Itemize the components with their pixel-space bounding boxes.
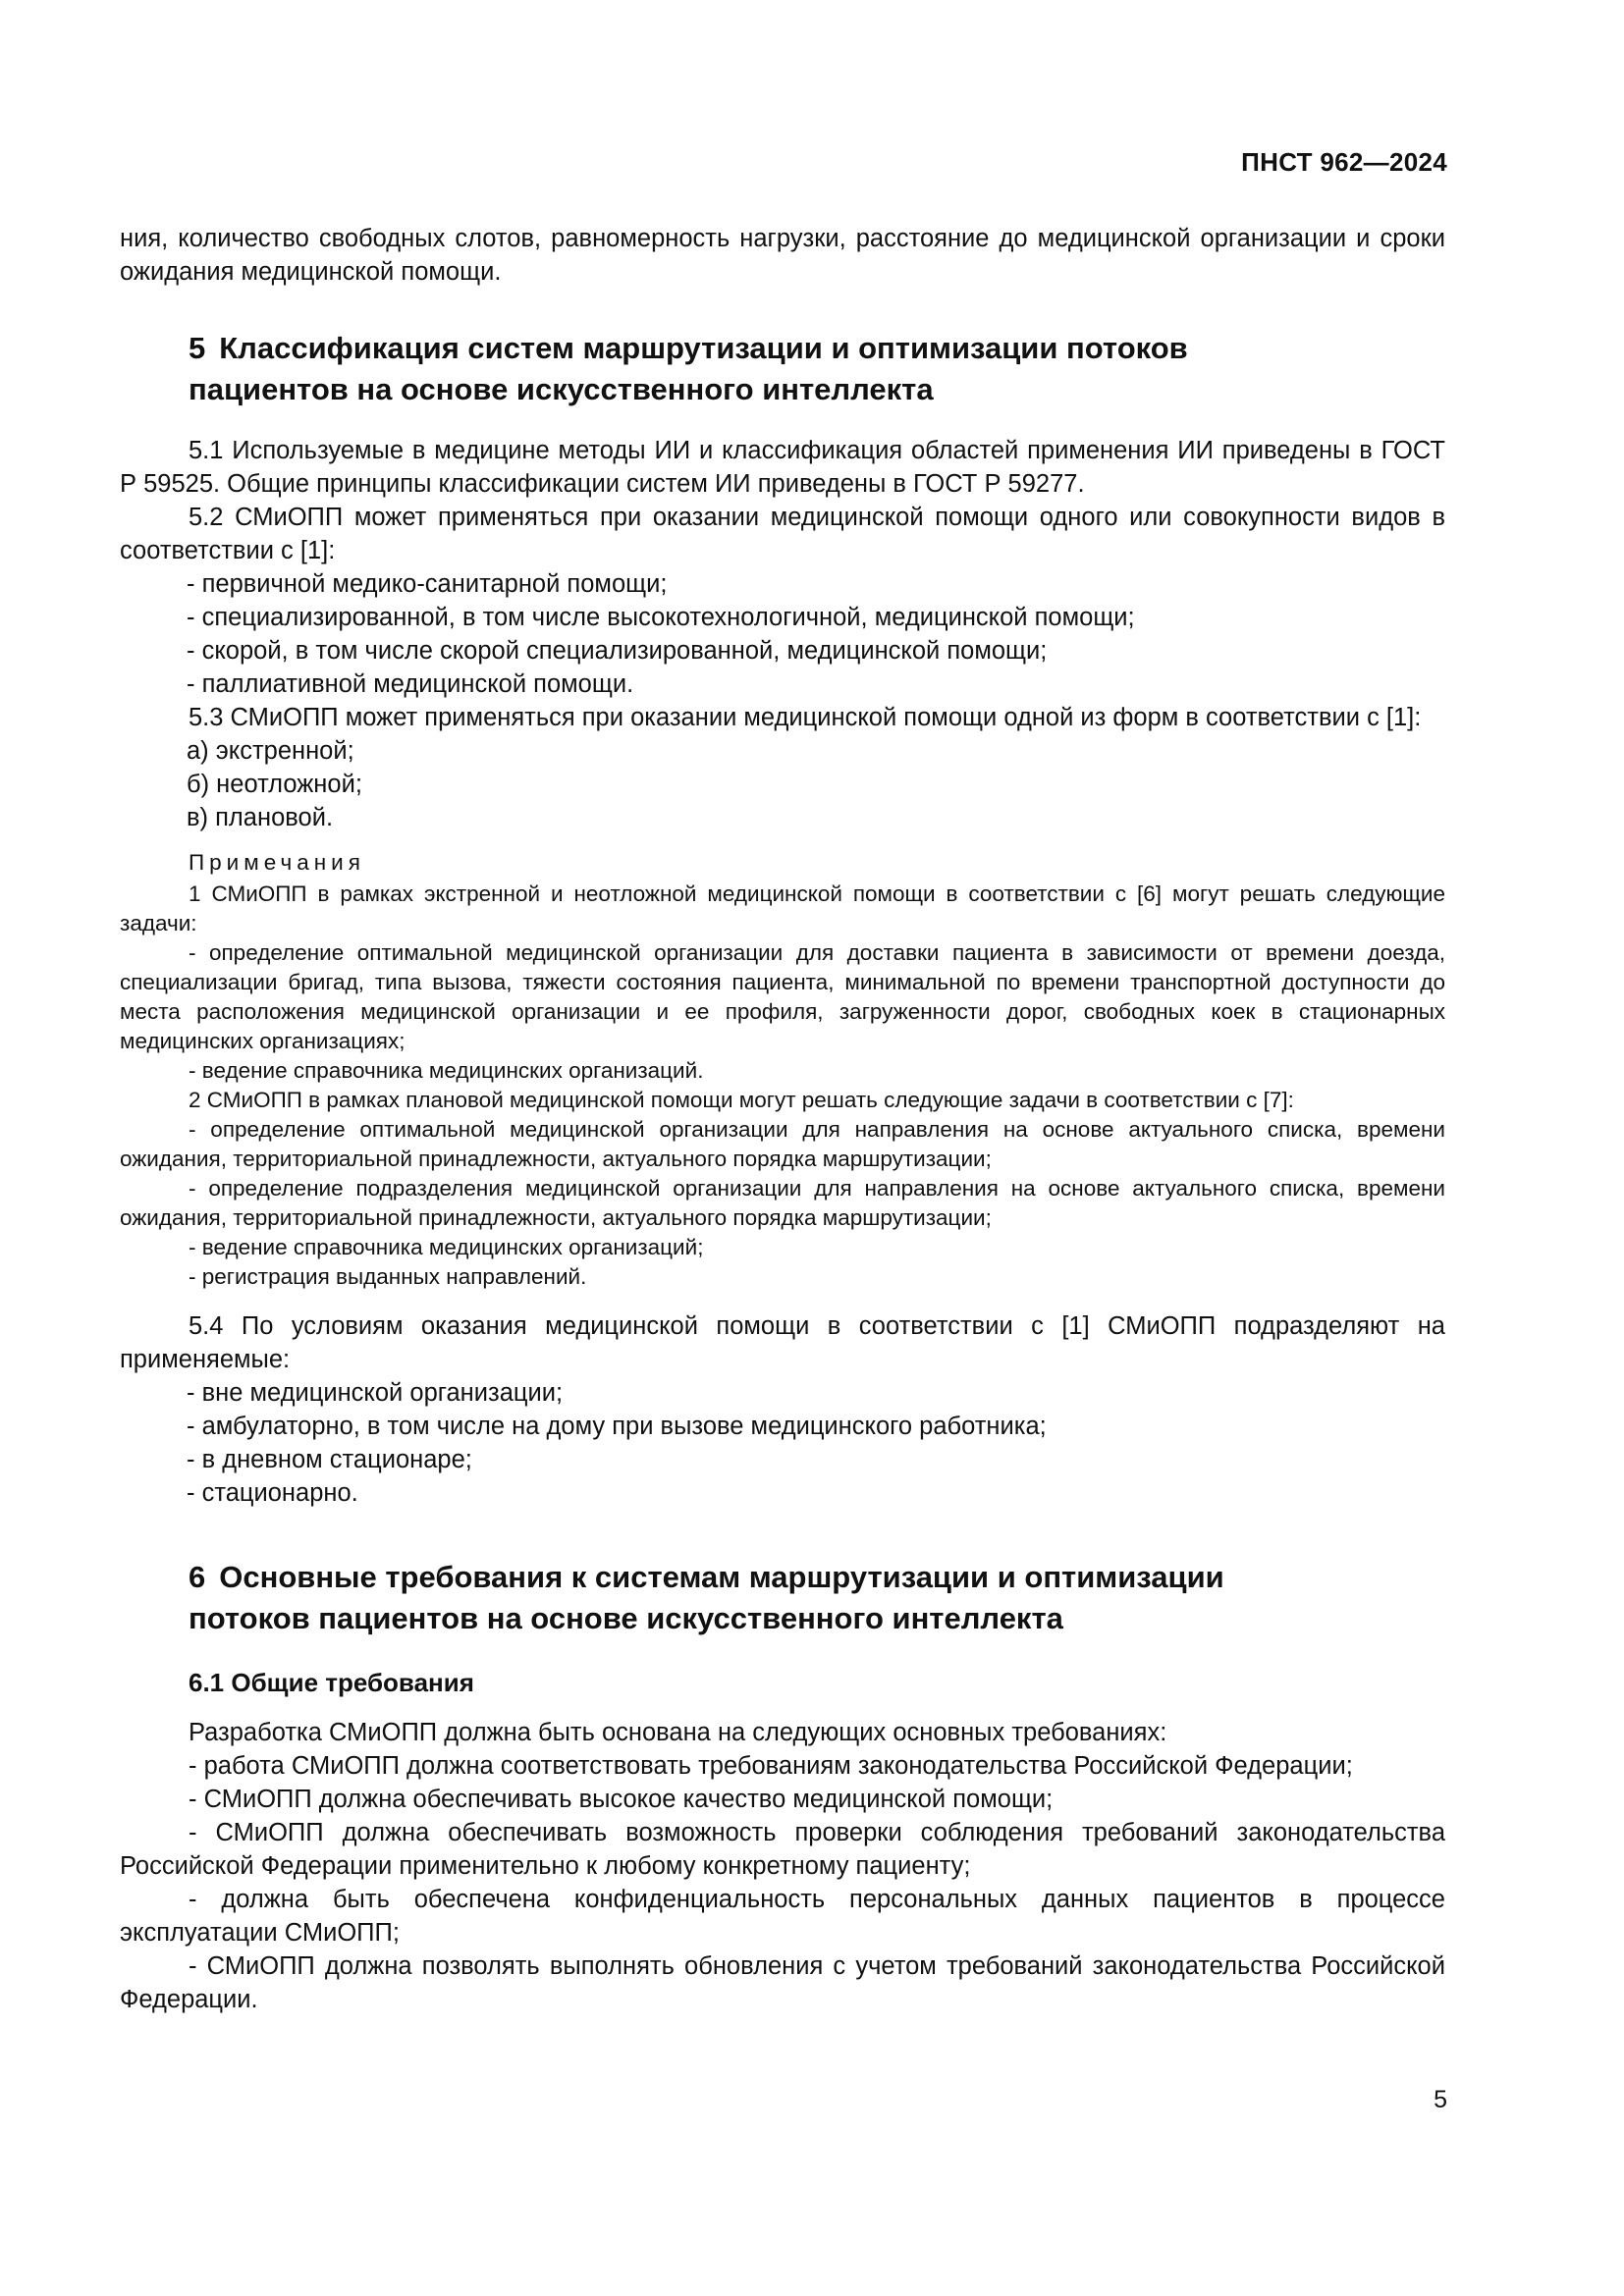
section-6-heading — [120, 1557, 1445, 1639]
note-list-item: - определение оптимальной медицинской организации для направления на основе актуального списка, времени ожидания, территориальной принадлежности, актуального порядка маршрутизации; — [120, 1117, 1445, 1171]
list-item: б) неотложной; — [187, 771, 362, 798]
note-2: 2 СМиОПП в рамках плановой медицинской помощи могут решать следующие задачи в соответствии с [7]: — [189, 1088, 1294, 1112]
list-item: - в дневном стационаре; — [187, 1446, 472, 1473]
list-item: - скорой, в том числе скорой специализированной, медицинской помощи; — [187, 637, 1048, 665]
section-6-intro: Разработка СМиОПП должна быть основана на следующих основных требованиях: — [189, 1719, 1167, 1746]
requirement-item: - СМиОПП должна обеспечивать возможность проверки соблюдения требований законодательства Российской Федерации применительно к любому конкретному пациенту; — [120, 1819, 1445, 1880]
note-list-item: - определение оптимальной медицинской организации для доставки пациента в зависимости от времени доезда, специализации бригад, типа вызова, тяжести состояния пациента, минимальной по времени транспортной доступности до места расположения медицинской организации и ее профиля, загруженности дорог, свободных коек в стационарных медицинских организациях; — [120, 940, 1445, 1053]
note-list-item: - регистрация выданных направлений. — [189, 1264, 587, 1289]
list-item: в) плановой. — [187, 804, 334, 831]
note-list-item: - определение подразделения медицинской организации для направления на основе актуального списка, времени ожидания, территориальной принадлежности, актуального порядка маршрутизации; — [120, 1176, 1445, 1230]
paragraph-5-1: 5.1 Используемые в медицине методы ИИ и классификация областей применения ИИ приведены в ГОСТ Р 59525. Общие принципы классификации систем ИИ приведены в ГОСТ Р 59277. — [120, 437, 1445, 498]
paragraph-5-3: 5.3 СМиОПП может применяться при оказании медицинской помощи одной из форм в соответствии с [1]: — [189, 704, 1422, 731]
list-item: - амбулаторно, в том числе на дому при вызове медицинского работника; — [187, 1413, 1047, 1440]
paragraph-5-4: 5.4 По условиям оказания медицинской помощи в соответствии с [1] СМиОПП подразделяют на применяемые: — [120, 1312, 1445, 1373]
section-6-number: 6 — [189, 1560, 206, 1594]
page-number: 5 — [1434, 2086, 1447, 2113]
notes-label: Примечания — [189, 850, 365, 875]
note-list-item: - ведение справочника медицинских организаций. — [189, 1058, 704, 1083]
requirement-item: - должна быть обеспечена конфиденциальность персональных данных пациентов в процессе эксплуатации СМиОПП; — [120, 1886, 1445, 1947]
list-item: а) экстренной; — [187, 737, 354, 765]
document-number: ПНСТ 962—2024 — [1241, 147, 1447, 177]
note-list-item: - ведение справочника медицинских организаций; — [189, 1235, 704, 1259]
list-item: - вне медицинской организации; — [187, 1379, 564, 1407]
section-5-heading — [120, 328, 1445, 410]
requirement-item: - работа СМиОПП должна соответствовать требованиям законодательства Российской Федерации; — [189, 1752, 1353, 1780]
section-5-number: 5 — [189, 331, 206, 365]
page-content — [120, 222, 1445, 2016]
continuation-paragraph: ния, количество свободных слотов, равномерность нагрузки, расстояние до медицинской организации и сроки ожидания медицинской помощи. — [120, 225, 1445, 286]
list-item: - первичной медико-санитарной помощи; — [187, 570, 668, 598]
section-5-title-line1: Классификация систем маршрутизации и оптимизации потоков — [219, 331, 1188, 365]
section-6-title-line2: потоков пациентов на основе искусственного интеллекта — [189, 1601, 1063, 1635]
note-1: 1 СМиОПП в рамках экстренной и неотложной медицинской помощи в соответствии с [6] могут решать следующие задачи: — [120, 881, 1445, 935]
requirement-item: - СМиОПП должна позволять выполнять обновления с учетом требований законодательства Российской Федерации. — [120, 1952, 1445, 2013]
list-item: - специализированной, в том числе высокотехнологичной, медицинской помощи; — [187, 604, 1135, 631]
subsection-6-1-heading: 6.1 Общие требования — [189, 1668, 474, 1697]
paragraph-5-2: 5.2 СМиОПП может применяться при оказании медицинской помощи одного или совокупности видов в соответствии с [1]: — [120, 504, 1445, 564]
requirement-item: - СМиОПП должна обеспечивать высокое качество медицинской помощи; — [189, 1786, 1054, 1813]
section-5-title-line2: пациентов на основе искусственного интеллекта — [189, 372, 934, 406]
section-6-title-line1: Основные требования к системам маршрутизации и оптимизации — [219, 1560, 1224, 1594]
list-item: - стационарно. — [187, 1479, 358, 1507]
notes-block — [120, 848, 1445, 1292]
list-item: - паллиативной медицинской помощи. — [187, 670, 634, 698]
